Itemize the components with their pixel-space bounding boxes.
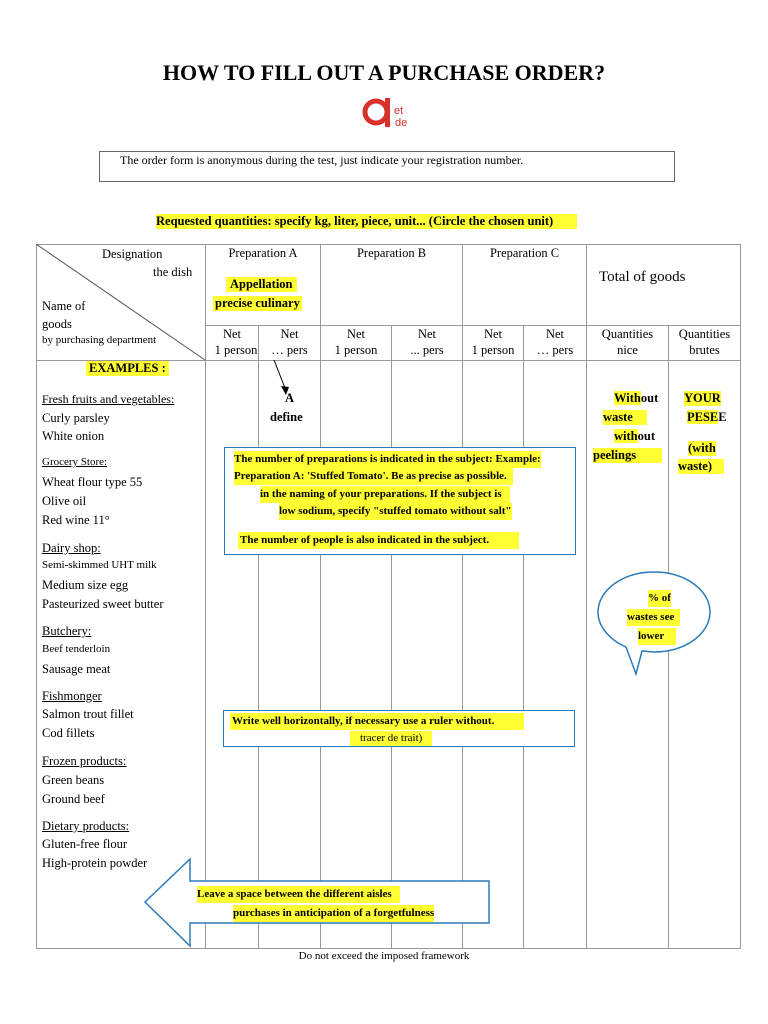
net-one-person: 1 person [214, 343, 258, 357]
list-item: Sausage meat [42, 662, 111, 676]
section-title: Dietary products: [42, 819, 130, 833]
notice-box: The order form is anonymous during the test, just indicate your registration number. [99, 151, 675, 182]
examples-label: EXAMPLES : [86, 361, 169, 376]
list-item: Cod fillets [42, 726, 95, 740]
section-title: Grocery Store: [42, 456, 108, 468]
header-the-dish: the dish [153, 265, 193, 279]
callout-text: Write well horizontally, if necessary use a ruler without. [230, 713, 524, 730]
appellation-line-1: Appellation [226, 277, 297, 292]
annotation-text: with [614, 429, 638, 443]
list-item: Ground beef [42, 792, 105, 806]
your-pesee-line-1: YOUR [684, 391, 721, 405]
bubble-text: lower [638, 628, 676, 645]
bubble-text: wastes see [627, 609, 680, 626]
arrow-callout-text: purchases in anticipation of a forgetfulness [233, 905, 434, 922]
annotation-text: With [614, 391, 641, 405]
with-waste-line-1: (with [688, 441, 716, 455]
section-title: Butchery: [42, 624, 92, 638]
section-title: Frozen products: [42, 754, 127, 768]
list-item: White onion [42, 429, 105, 443]
net-one-person: 1 person [334, 343, 378, 357]
list-item: Olive oil [42, 494, 87, 508]
logo-sub: de [395, 117, 408, 129]
a-define-letter: A [285, 391, 295, 405]
callout-text: in the naming of your preparations. If the subject is [260, 486, 510, 503]
annotation-text: waste [603, 410, 647, 425]
quantities-label: Quantities [678, 327, 731, 341]
annotation-text: peelings [593, 448, 662, 463]
left-arrow-callout [142, 857, 492, 949]
your-pesee-line-2b: E [718, 410, 727, 424]
section-title: Fresh fruits and vegetables: [42, 392, 175, 406]
footer-note: Do not exceed the imposed framework [298, 950, 470, 962]
net-label: Net [417, 327, 437, 341]
header-prep-a: Preparation A [228, 246, 298, 260]
page-title: HOW TO FILL OUT A PURCHASE ORDER? [162, 60, 606, 85]
list-item: Gluten-free flour [42, 837, 128, 851]
callout-text: tracer de trait) [350, 731, 432, 746]
net-label: Net [222, 327, 242, 341]
section-title: Dairy shop: [42, 541, 101, 555]
header-by-dept: by purchasing department [42, 334, 157, 346]
net-label: Net [346, 327, 366, 341]
header-goods: goods [42, 317, 72, 331]
header-prep-c: Preparation C [489, 246, 560, 260]
logo-sup: et [394, 105, 404, 117]
bubble-text: % of [648, 590, 671, 607]
list-item: Salmon trout fillet [42, 707, 134, 721]
list-item: Wheat flour type 55 [42, 475, 143, 489]
with-waste-line-2: waste) [678, 459, 724, 474]
quantities-label: Quantities [601, 327, 654, 341]
section-title: Fishmonger [42, 689, 102, 703]
header-total-goods: Total of goods [599, 269, 686, 285]
list-item: Curly parsley [42, 411, 110, 425]
appellation-line-2: precise culinary [215, 296, 300, 310]
callout-text: The number of preparations is indicated in the subject: Example: [234, 451, 541, 468]
header-prep-b: Preparation B [356, 246, 427, 260]
list-item: Medium size egg [42, 578, 129, 592]
net-pers: … pers [271, 343, 308, 357]
quantities-nice: nice [617, 343, 638, 357]
a-define-word: define [270, 410, 303, 424]
list-item: Beef tenderloin [42, 643, 111, 655]
callout-text: The number of people is also indicated in the subject. [238, 532, 519, 549]
annotation-text: out [640, 391, 659, 405]
net-one-person: 1 person [471, 343, 515, 357]
list-item: Red wine 11° [42, 513, 110, 527]
net-label: Net [545, 327, 565, 341]
quantities-brutes: brutes [689, 343, 720, 357]
annotation-text: out [637, 429, 655, 443]
list-item: Semi-skimmed UHT milk [42, 559, 157, 571]
logo [362, 94, 418, 130]
header-name-of: Name of [42, 299, 86, 313]
net-pers: ... pers [410, 343, 444, 357]
callout-text: low sodium, specify "stuffed tomato without salt" [279, 503, 512, 520]
net-label: Net [280, 327, 299, 341]
arrow-callout-text: Leave a space between the different aisles [197, 886, 400, 903]
quantities-note: Requested quantities: specify kg, liter, piece, unit... (Circle the chosen unit) [156, 214, 577, 229]
net-pers: … pers [536, 343, 574, 357]
list-item: Pasteurized sweet butter [42, 597, 164, 611]
your-pesee-line-2: PESE [687, 410, 719, 424]
callout-text: Preparation A: 'Stuffed Tomato'. Be as precise as possible. [234, 468, 513, 485]
net-label: Net [483, 327, 503, 341]
list-item: Green beans [42, 773, 105, 787]
list-item: High-protein powder [42, 856, 148, 870]
header-designation: Designation [102, 247, 163, 261]
